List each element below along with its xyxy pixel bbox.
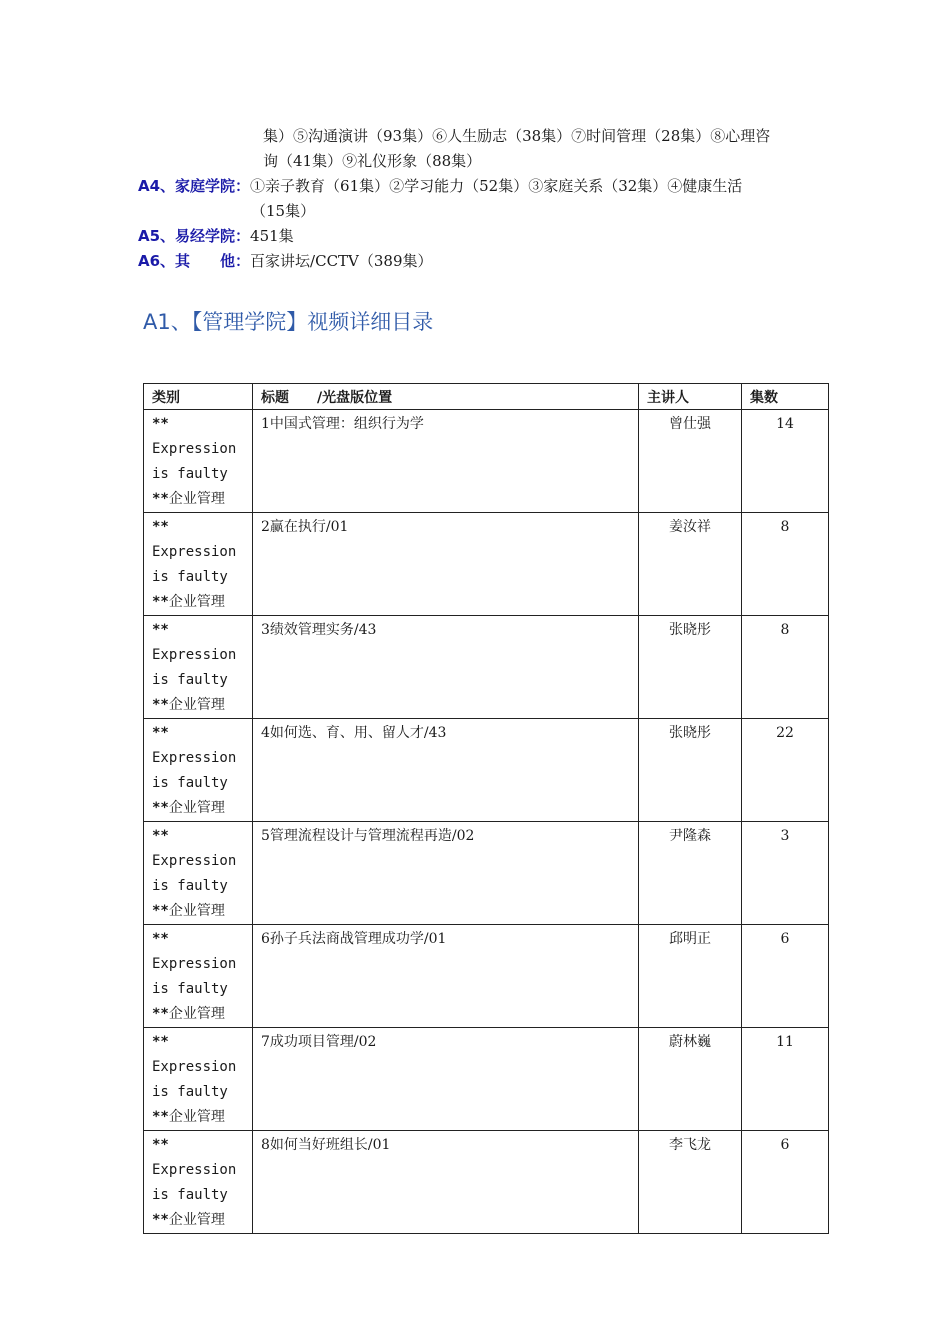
table-body (144, 410, 829, 1234)
speaker-cell: 张晓彤 (639, 719, 742, 822)
summary-row-yijing (138, 224, 838, 249)
title-cell: 2赢在执行/01 (253, 513, 639, 616)
episodes-cell: 6 (742, 925, 829, 1028)
category-cell (144, 1131, 253, 1234)
table-row (144, 925, 829, 1028)
speaker-cell: 蔚林巍 (639, 1028, 742, 1131)
category-stars: ** (152, 1034, 169, 1050)
category-stars: ** (152, 697, 169, 713)
summary-label: A6、其 他： (138, 252, 251, 270)
table-row (144, 1131, 829, 1234)
category-name: 企业管理 (168, 903, 225, 919)
category-name: 企业管理 (168, 1212, 225, 1228)
category-faulty: is faulty (152, 981, 228, 997)
category-stars: ** (152, 491, 169, 507)
speaker-cell: 李飞龙 (639, 1131, 742, 1234)
episodes-cell: 8 (742, 616, 829, 719)
speaker-cell: 张晓彤 (639, 616, 742, 719)
header-episodes: 集数 (742, 384, 829, 410)
category-expression: Expression (152, 544, 237, 560)
speaker-cell: 姜汝祥 (639, 513, 742, 616)
episodes-cell: 14 (742, 410, 829, 513)
category-faulty: is faulty (152, 672, 228, 688)
table-row (144, 616, 829, 719)
summary-text: 451集 (250, 227, 294, 245)
category-name: 企业管理 (168, 1006, 225, 1022)
category-cell (144, 719, 253, 822)
category-stars: ** (152, 800, 169, 816)
category-name: 企业管理 (168, 800, 225, 816)
category-stars: ** (152, 1212, 169, 1228)
title-cell: 6孙子兵法商战管理成功学/01 (253, 925, 639, 1028)
category-name: 企业管理 (168, 1109, 225, 1125)
title-cell: 5管理流程设计与管理流程再造/02 (253, 822, 639, 925)
category-stars: ** (152, 1006, 169, 1022)
table-header-row (144, 384, 829, 410)
category-expression: Expression (152, 647, 237, 663)
category-name: 企业管理 (168, 594, 225, 610)
title-cell: 8如何当好班组长/01 (253, 1131, 639, 1234)
title-cell: 3绩效管理实务/43 (253, 616, 639, 719)
category-cell (144, 616, 253, 719)
header-category: 类别 (144, 384, 253, 410)
speaker-cell: 曾仕强 (639, 410, 742, 513)
college-summary (138, 124, 838, 274)
summary-continuation-line: 集）⑤沟通演讲（93集）⑥人生励志（38集）⑦时间管理（28集）⑧心理咨 (263, 127, 771, 145)
summary-text-continuation: （15集） (251, 202, 316, 220)
category-expression: Expression (152, 750, 237, 766)
table-row (144, 822, 829, 925)
category-cell (144, 822, 253, 925)
table-row (144, 410, 829, 513)
summary-label: A5、易经学院： (138, 227, 251, 245)
episodes-cell: 22 (742, 719, 829, 822)
title-cell: 1中国式管理：组织行为学 (253, 410, 639, 513)
category-stars: ** (152, 1109, 169, 1125)
category-faulty: is faulty (152, 1187, 228, 1203)
category-faulty: is faulty (152, 878, 228, 894)
section-heading: A1、【管理学院】视频详细目录 (143, 310, 434, 334)
category-stars: ** (152, 903, 169, 919)
speaker-cell: 邱明正 (639, 925, 742, 1028)
category-stars: ** (152, 416, 169, 432)
header-title: 标题 /光盘版位置 (253, 384, 639, 410)
category-stars: ** (152, 519, 169, 535)
summary-text: ①亲子教育（61集）②学习能力（52集）③家庭关系（32集）④健康生活 (250, 177, 743, 195)
category-expression: Expression (152, 956, 237, 972)
table-row (144, 1028, 829, 1131)
category-name: 企业管理 (168, 697, 225, 713)
category-expression: Expression (152, 853, 237, 869)
category-stars: ** (152, 828, 169, 844)
category-faulty: is faulty (152, 775, 228, 791)
category-stars: ** (152, 594, 169, 610)
video-catalog-table (143, 383, 829, 1234)
category-faulty: is faulty (152, 569, 228, 585)
category-cell (144, 1028, 253, 1131)
header-speaker: 主讲人 (639, 384, 742, 410)
category-expression: Expression (152, 1162, 237, 1178)
category-expression: Expression (152, 441, 237, 457)
category-cell (144, 513, 253, 616)
episodes-cell: 8 (742, 513, 829, 616)
table-row (144, 719, 829, 822)
summary-row-family (138, 174, 838, 199)
summary-label: A4、家庭学院： (138, 177, 251, 195)
summary-continuation-line: 询（41集）⑨礼仪形象（88集） (263, 152, 482, 170)
category-stars: ** (152, 725, 169, 741)
category-stars: ** (152, 1137, 169, 1153)
episodes-cell: 6 (742, 1131, 829, 1234)
table-row (144, 513, 829, 616)
category-faulty: is faulty (152, 466, 228, 482)
category-cell (144, 925, 253, 1028)
title-cell: 4如何选、育、用、留人才/43 (253, 719, 639, 822)
summary-text: 百家讲坛/CCTV（389集） (250, 252, 433, 270)
category-cell (144, 410, 253, 513)
category-expression: Expression (152, 1059, 237, 1075)
category-faulty: is faulty (152, 1084, 228, 1100)
summary-row-other (138, 249, 838, 274)
episodes-cell: 3 (742, 822, 829, 925)
episodes-cell: 11 (742, 1028, 829, 1131)
speaker-cell: 尹隆森 (639, 822, 742, 925)
category-stars: ** (152, 931, 169, 947)
title-cell: 7成功项目管理/02 (253, 1028, 639, 1131)
category-stars: ** (152, 622, 169, 638)
category-name: 企业管理 (168, 491, 225, 507)
